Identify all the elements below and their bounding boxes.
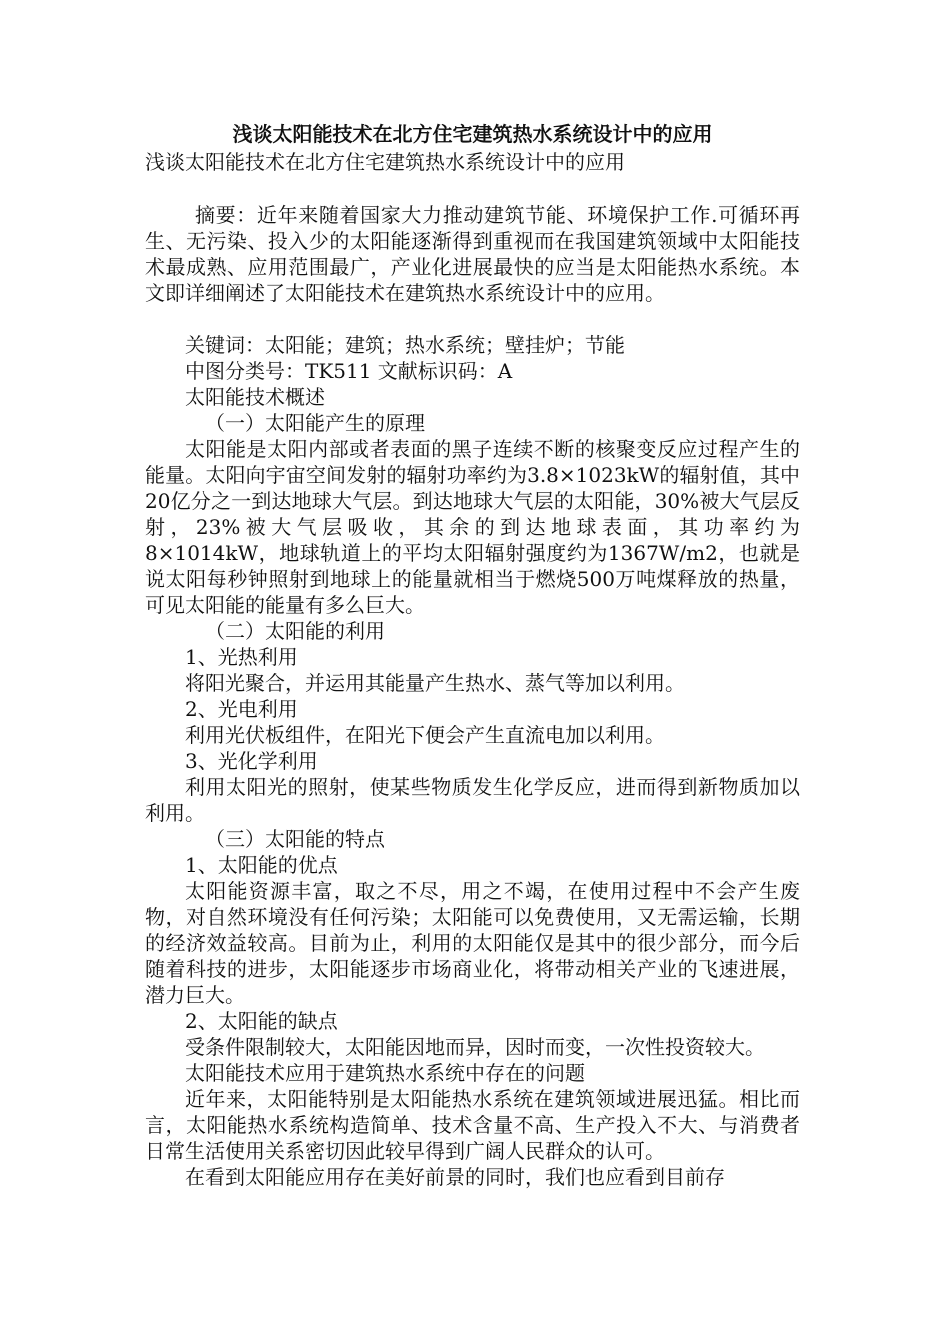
item-title-advantages: 1、太阳能的优点	[185, 853, 338, 877]
paragraph-principle: 太阳能是太阳内部或者表面的黑子连续不断的核聚变反应过程产生的能量。太阳向宇宙空间发射的辐射功率约为3.8×1023kW的辐射值，其中20亿分之一到达地球大气层。到达地球大气层的太阳能，30%被大气层反射，23%被大气层吸收，其余的到达地球表面，其功率约为8×1014kW，地球轨道上的平均太阳辐射强度约为1367W/m2，也就是说太阳每秒钟照射到地球上的能量就相当于燃烧500万吨煤释放的热量，可见太阳能的能量有多么巨大。	[145, 437, 800, 617]
item-title-photothermal: 1、光热利用	[185, 645, 298, 669]
document-subtitle: 浅谈太阳能技术在北方住宅建筑热水系统设计中的应用	[145, 150, 625, 174]
abstract-paragraph: 摘要：近年来随着国家大力推动建筑节能、环境保护工作.可循环再生、无污染、投入少的太阳能逐渐得到重视而在我国建筑领域中太阳能技术最成熟、应用范围最广，产业化进展最快的应当是太阳能热水系统。本文即详细阐述了太阳能技术在建筑热水系统设计中的应用。	[145, 203, 800, 305]
keywords-line: 关键词：太阳能；建筑；热水系统；壁挂炉；节能	[185, 333, 625, 357]
paragraph-problems-2: 在看到太阳能应用存在美好前景的同时，我们也应看到目前存	[185, 1165, 725, 1189]
document-title: 浅谈太阳能技术在北方住宅建筑热水系统设计中的应用	[232, 122, 713, 146]
item-title-photovoltaic: 2、光电利用	[185, 697, 298, 721]
section-heading-problems: 太阳能技术应用于建筑热水系统中存在的问题	[185, 1061, 585, 1085]
item-body-photovoltaic: 利用光伏板组件，在阳光下便会产生直流电加以利用。	[185, 723, 665, 747]
subsection-heading-principle: （一）太阳能产生的原理	[205, 411, 425, 435]
paragraph-problems-1: 近年来，太阳能特别是太阳能热水系统在建筑领域进展迅猛。相比而言，太阳能热水系统构造简单、技术含量不高、生产投入不大、与消费者日常生活使用关系密切因此较早得到广阔人民群众的认可。	[145, 1087, 800, 1163]
item-body-advantages: 太阳能资源丰富，取之不尽，用之不竭，在使用过程中不会产生废物，对自然环境没有任何污染；太阳能可以免费使用，又无需运输，长期的经济效益较高。目前为止，利用的太阳能仅是其中的很少部分，而今后随着科技的进步，太阳能逐步市场商业化，将带动相关产业的飞速进展，潜力巨大。	[145, 879, 800, 1007]
section-heading-overview: 太阳能技术概述	[185, 385, 325, 409]
item-body-photothermal: 将阳光聚合，并运用其能量产生热水、蒸气等加以利用。	[185, 671, 685, 695]
subsection-heading-features: （三）太阳能的特点	[205, 827, 385, 851]
item-body-photochemical: 利用太阳光的照射，使某些物质发生化学反应，进而得到新物质加以利用。	[145, 775, 800, 825]
classification-line: 中图分类号：TK511 文献标识码：A	[185, 359, 513, 383]
item-title-disadvantages: 2、太阳能的缺点	[185, 1009, 338, 1033]
subsection-heading-utilization: （二）太阳能的利用	[205, 619, 385, 643]
item-body-disadvantages: 受条件限制较大，太阳能因地而异，因时而变，一次性投资较大。	[185, 1035, 765, 1059]
item-title-photochemical: 3、光化学利用	[185, 749, 318, 773]
